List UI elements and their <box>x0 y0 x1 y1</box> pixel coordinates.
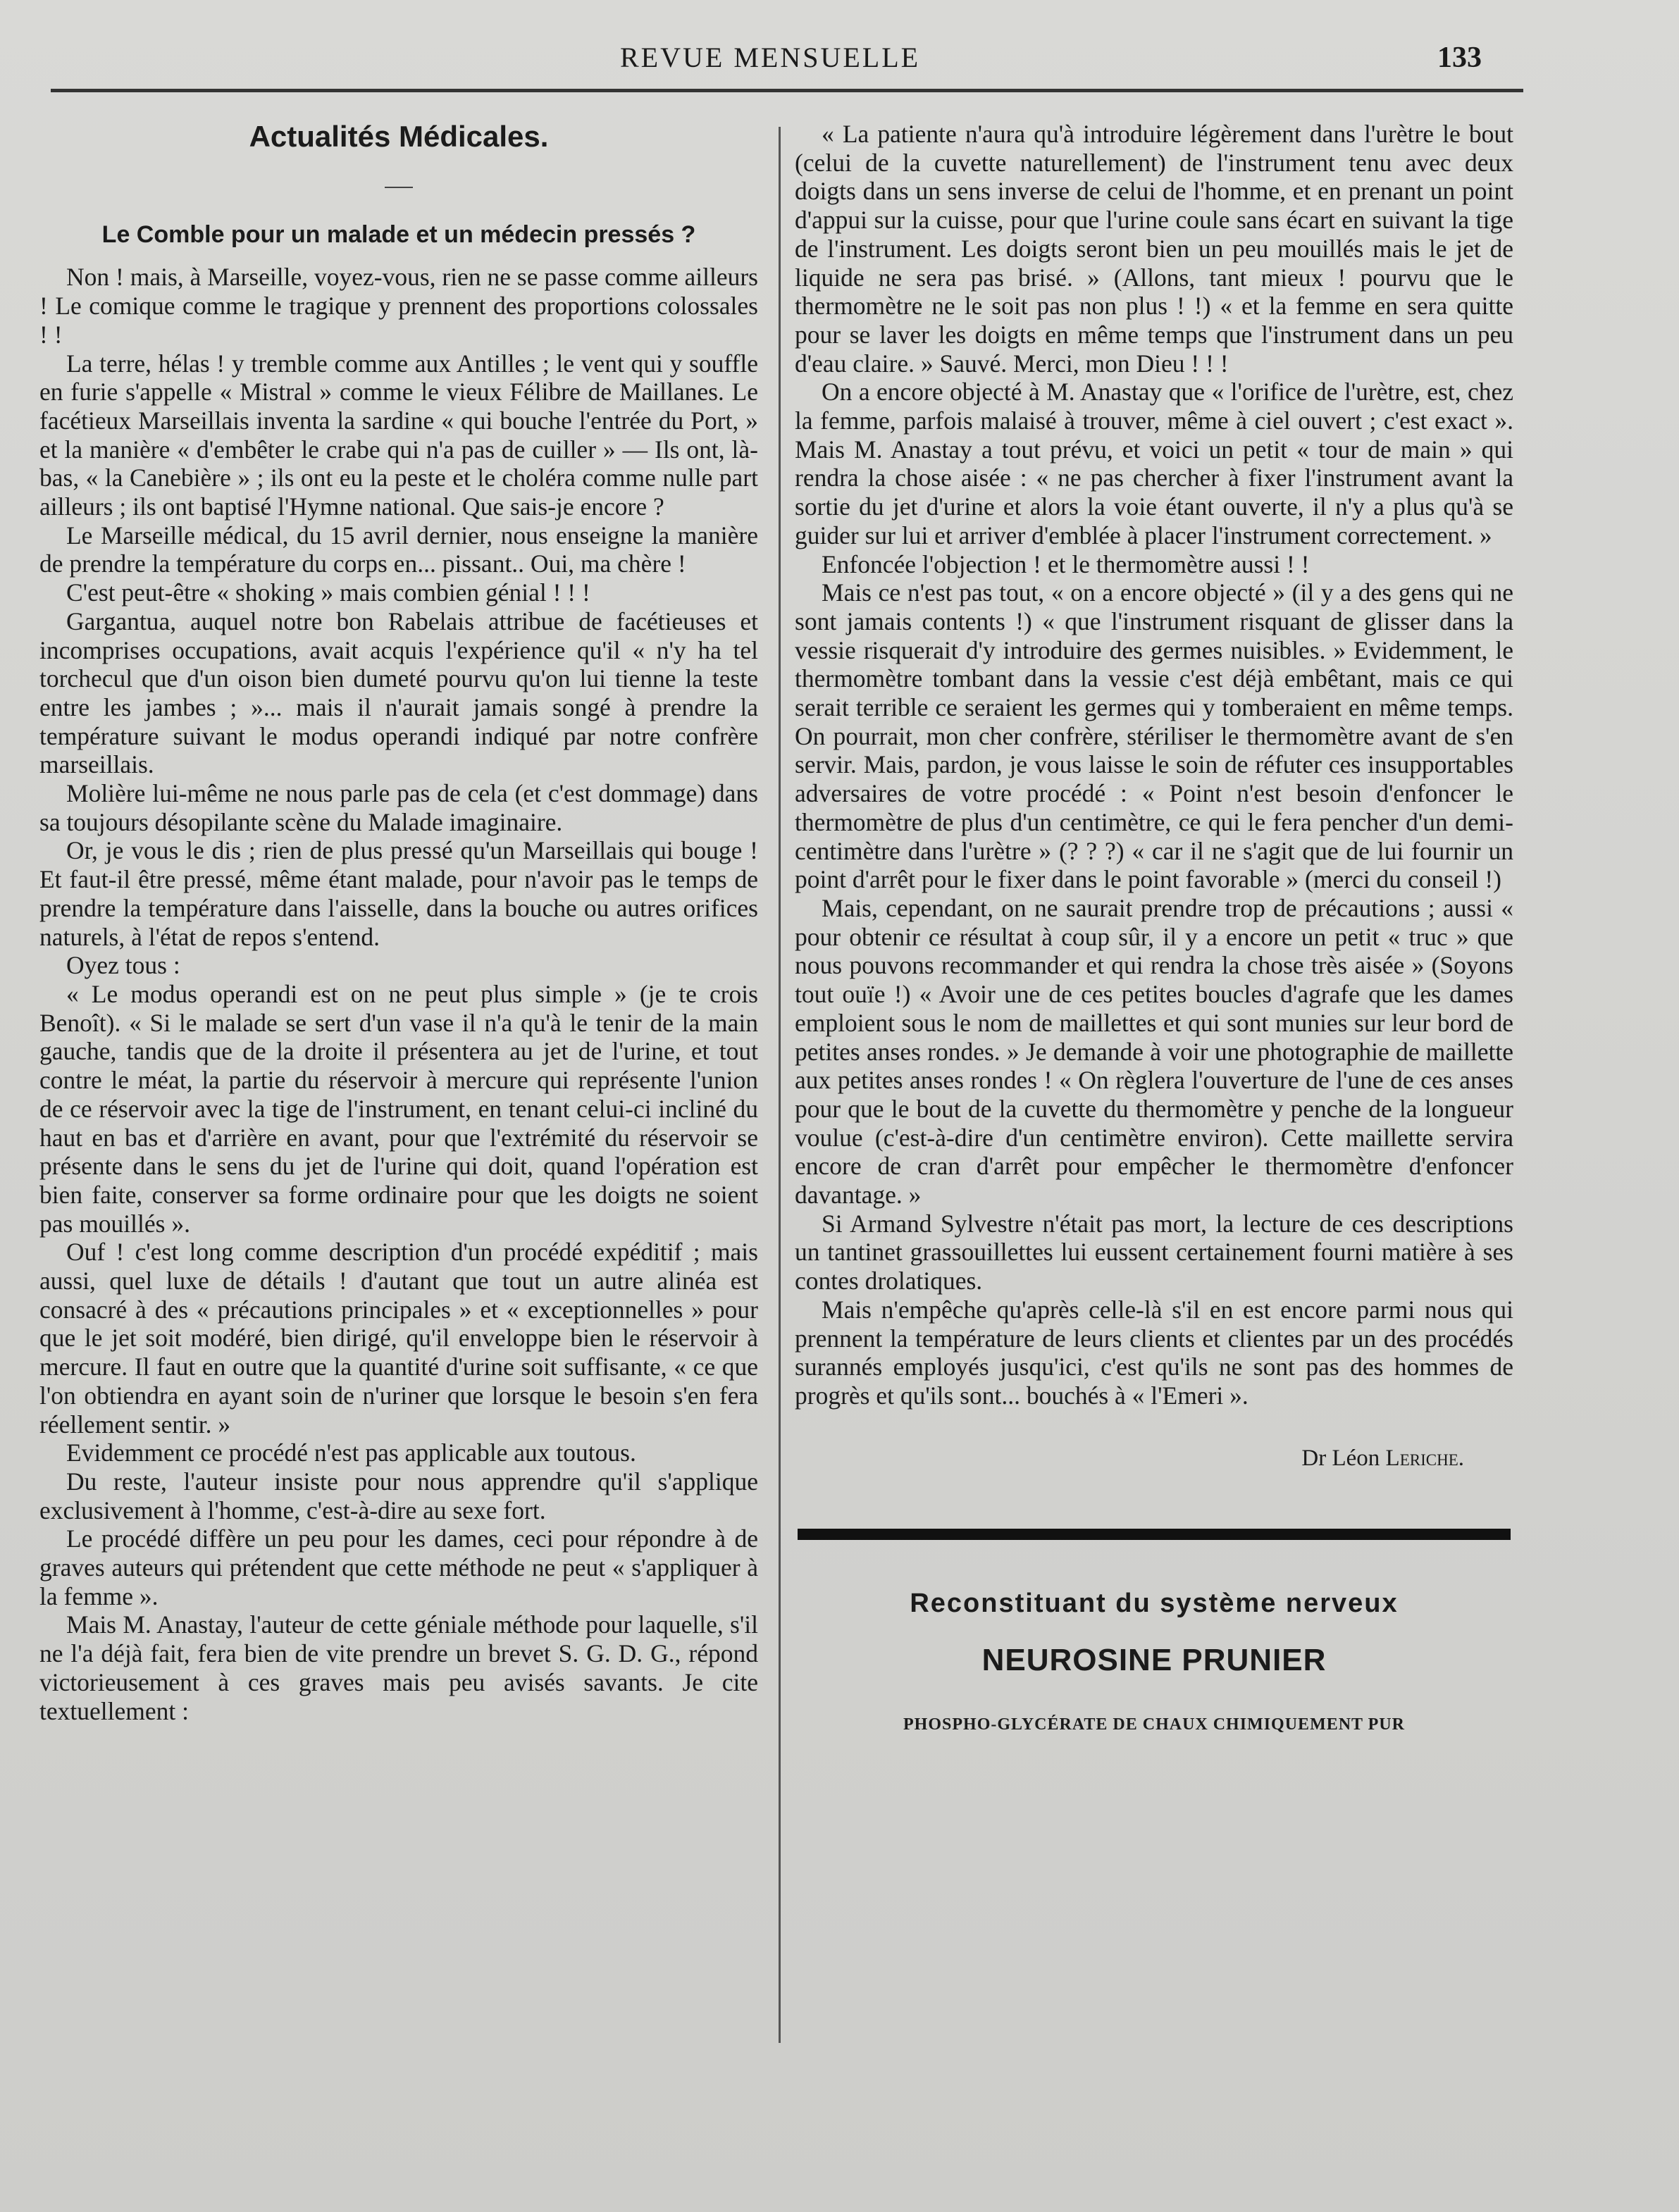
paragraph: On a encore objecté à M. Anastay que « l'orifice de l'urètre, est, chez la femme, parfois malaisé à trouver, même à ciel ouvert ; c'est exact ». Mais M. Anastay a tout prévu, et voici un petit « tour de main » qui rendra la chose aisée : « ne pas chercher à fixer l'instrument avant la sortie du jet d'urine et alors la voie étant ouverte, il n'y a plus qu'à se guider sur lui et arriver d'emblée à placer l'instrument correctement. » <box>795 378 1513 549</box>
advertisement-rule <box>798 1529 1511 1540</box>
journal-title: REVUE MENSUELLE <box>620 42 921 73</box>
paragraph: Or, je vous le dis ; rien de plus pressé qu'un Marseillais qui bouge ! Et faut-il être pressé, même étant malade, pour n'avoir pas le temps de prendre la température dans l'aisselle, dans la bouche ou autres orifices naturels, à l'état de repos s'entend. <box>39 836 758 951</box>
paragraph: Evidemment ce procédé n'est pas applicable aux toutous. <box>66 1439 636 1467</box>
paragraph: Molière lui-même ne nous parle pas de cela (et c'est dommage) dans sa toujours désopilante scène du Malade imaginaire. <box>39 779 758 836</box>
paragraph: La terre, hélas ! y tremble comme aux Antilles ; le vent qui y souffle en furie s'appelle « Mistral » comme le vieux Félibre de Maillanes. Le facétieux Marseillais inventa la sardine « qui bouche l'entrée du Port, » et la manière « d'embêter le crabe qui n'a pas de cuiller » — Ils ont, là-bas, « la Canebière » ; ils ont eu la peste et le choléra comme nulle part ailleurs ; ils ont baptisé l'Hymne national. Que sais-je encore ? <box>39 349 758 521</box>
paragraph: Non ! mais, à Marseille, voyez-vous, rien ne se passe comme ailleurs ! Le comique comme le tragique y prennent des proportions colossales ! ! <box>39 263 758 349</box>
paragraph: Le procédé diffère un peu pour les dames, ceci pour répondre à de graves auteurs qui prétendent que cette méthode ne peut « s'appliquer à la femme ». <box>39 1524 758 1610</box>
title-dash <box>385 187 413 188</box>
author-signature <box>795 1444 1464 1473</box>
running-head <box>0 41 1679 76</box>
paragraph: Ouf ! c'est long comme description d'un procédé expéditif ; mais aussi, quel luxe de détails ! d'autant que tout un autre alinéa est consacré à des « précautions principales » et « exceptionnelles » pour que le jet soit modéré, bien dirigé, qu'il enveloppe bien le réservoir à mercure. Il faut en outre que la quantité d'urine soit suffisante, « ce que l'on obtiendra en ayant soin de n'uriner que lorsque le besoin s'en fera réellement sentir. » <box>39 1238 758 1439</box>
header-rule <box>51 89 1523 92</box>
paragraph: Mais M. Anastay, l'auteur de cette géniale méthode pour laquelle, s'il ne l'a déjà fait, fera bien de vite prendre un brevet S. G. D. G., répond victorieusement à ces graves mais peu avisés savants. Je cite textuellement : <box>39 1610 758 1725</box>
paragraph: Du reste, l'auteur insiste pour nous apprendre qu'il s'applique exclusivement à l'homme, c'est-à-dire au sexe fort. <box>39 1467 758 1524</box>
signature-prefix: Dr Léon <box>1301 1445 1380 1471</box>
paragraph: Le Marseille médical, du 15 avril dernier, nous enseigne la manière de prendre la température du corps en... pissant.. Oui, ma chère ! <box>39 521 758 578</box>
article-title: Le Comble pour un malade et un médecin pressés ? <box>101 220 696 248</box>
column-divider <box>779 127 781 2043</box>
paragraph: Enfoncée l'objection ! et le thermomètre aussi ! ! <box>822 549 1310 578</box>
paragraph: Gargantua, auquel notre bon Rabelais attribue de facétieuses et incomprises occupations, avait acquis l'expérience qu'il « n'y ha tel torchecul que d'un oison bien dumeté pourvu qu'on lui tienne la teste entre les jambes ; »... mais il n'aurait jamais songé à prendre la température suivant le modus operandi indiqué par notre confrère marseillais. <box>39 607 758 779</box>
paragraph: Mais n'empêche qu'après celle-là s'il en est encore parmi nous qui prennent la température de leurs clients et clientes par un des procédés surannés employés jusqu'ici, c'est qu'ils ne sont pas des hommes de progrès et qu'ils sont... bouchés à « l'Emeri ». <box>795 1295 1513 1410</box>
section-title: Actualités Médicales. <box>249 120 549 153</box>
paragraph: « La patiente n'aura qu'à introduire légèrement dans l'urètre le bout (celui de la cuvette naturellement) de l'instrument tenu avec deux doigts dans un sens inverse de celui de l'homme, et en prenant un point d'appui sur la cuisse, pour que l'urine coule sans écart en suivant la tige de l'instrument. Les doigts seront bien un peu mouillés mais le jet de liquide ne sera pas brisé. » (Allons, tant mieux ! pourvu que le thermomètre ne le soit pas non plus ! !) « et la femme en sera quitte pour se laver les doigts en même temps que l'instrument dans un peu d'eau claire. » Sauvé. Merci, mon Dieu ! ! ! <box>795 120 1513 378</box>
advertisement-tagline: Reconstituant du système nerveux <box>910 1589 1399 1619</box>
signature-surname: Leriche. <box>1385 1445 1464 1471</box>
page-number: 133 <box>1437 42 1482 74</box>
paragraph: Oyez tous : <box>66 951 180 980</box>
paragraph: Mais ce n'est pas tout, « on a encore objecté » (il y a des gens qui ne sont jamais contents !) « que l'instrument risquant de glisser dans la vessie risquerait d'y introduire des germes nuisibles. » Evidemment, le thermomètre tombant dans la vessie c'est déjà embêtant, mais ce qui serait terrible ce seraient les germes qui y tomberaient en même temps. On pourrait, mon cher confrère, stériliser le thermomètre avant de s'en servir. Mais, pardon, je vous laisse le soin de réfuter ces insupportables adversaires de votre procédé : « Point n'est besoin d'enfoncer le thermomètre de plus d'un centimètre, ce qui le fera pencher d'un demi-centimètre dans l'urètre » (? ? ?) « car il ne s'agit que de lui fournir un point d'arrêt pour le fixer dans le point favorable » (merci du conseil !) <box>795 578 1513 894</box>
advertisement-product-name: NEUROSINE PRUNIER <box>981 1643 1327 1678</box>
advertisement-description: PHOSPHO-GLYCÉRATE DE CHAUX CHIMIQUEMENT PUR <box>903 1715 1405 1734</box>
paragraph: Mais, cependant, on ne saurait prendre trop de précautions ; aussi « pour obtenir ce résultat à coup sûr, il y a encore un petit « truc » que nous pouvons recommander et qui rendra la chose très aisée » (Soyons tout ouïe !) « Avoir une de ces petites boucles d'agrafe que les dames emploient sous le nom de maillettes et qui sont munies sur leur bord de petites anses rondes. » Je demande à voir une photographie de maillette aux petites anses rondes ! « On règlera l'ouverture de l'une de ces anses pour que le bout de la cuvette du thermomètre y penche de la longueur voulue (c'est-à-dire d'un centimètre environ). Cette maillette servira encore de cran d'arrêt pour empêcher le thermomètre d'enfoncer davantage. » <box>795 893 1513 1210</box>
paragraph: C'est peut-être « shoking » mais combien génial ! ! ! <box>66 578 590 607</box>
paragraph: « Le modus operandi est on ne peut plus simple » (je te crois Benoît). « Si le malade se sert d'un vase il n'a qu'à le tenir de la main gauche, tandis que de la droite il présentera au jet de l'urine, et tout contre le méat, la partie du réservoir à mercure qui représente l'union de ce réservoir avec la tige de l'instrument, en tenant celui-ci incliné du haut en bas et d'arrière en avant, pour que l'extrémité du réservoir se présente dans le sens du jet de l'urine qui doit, quand l'opération est bien faite, conserver sa forme ordinaire pour que les doigts ne soient pas mouillés ». <box>39 979 758 1238</box>
paragraph: Si Armand Sylvestre n'était pas mort, la lecture de ces descriptions un tantinet grassouillettes lui eussent certainement fourni matière à ses contes drolatiques. <box>795 1209 1513 1295</box>
right-column <box>795 120 1513 1739</box>
left-column <box>39 120 758 1725</box>
